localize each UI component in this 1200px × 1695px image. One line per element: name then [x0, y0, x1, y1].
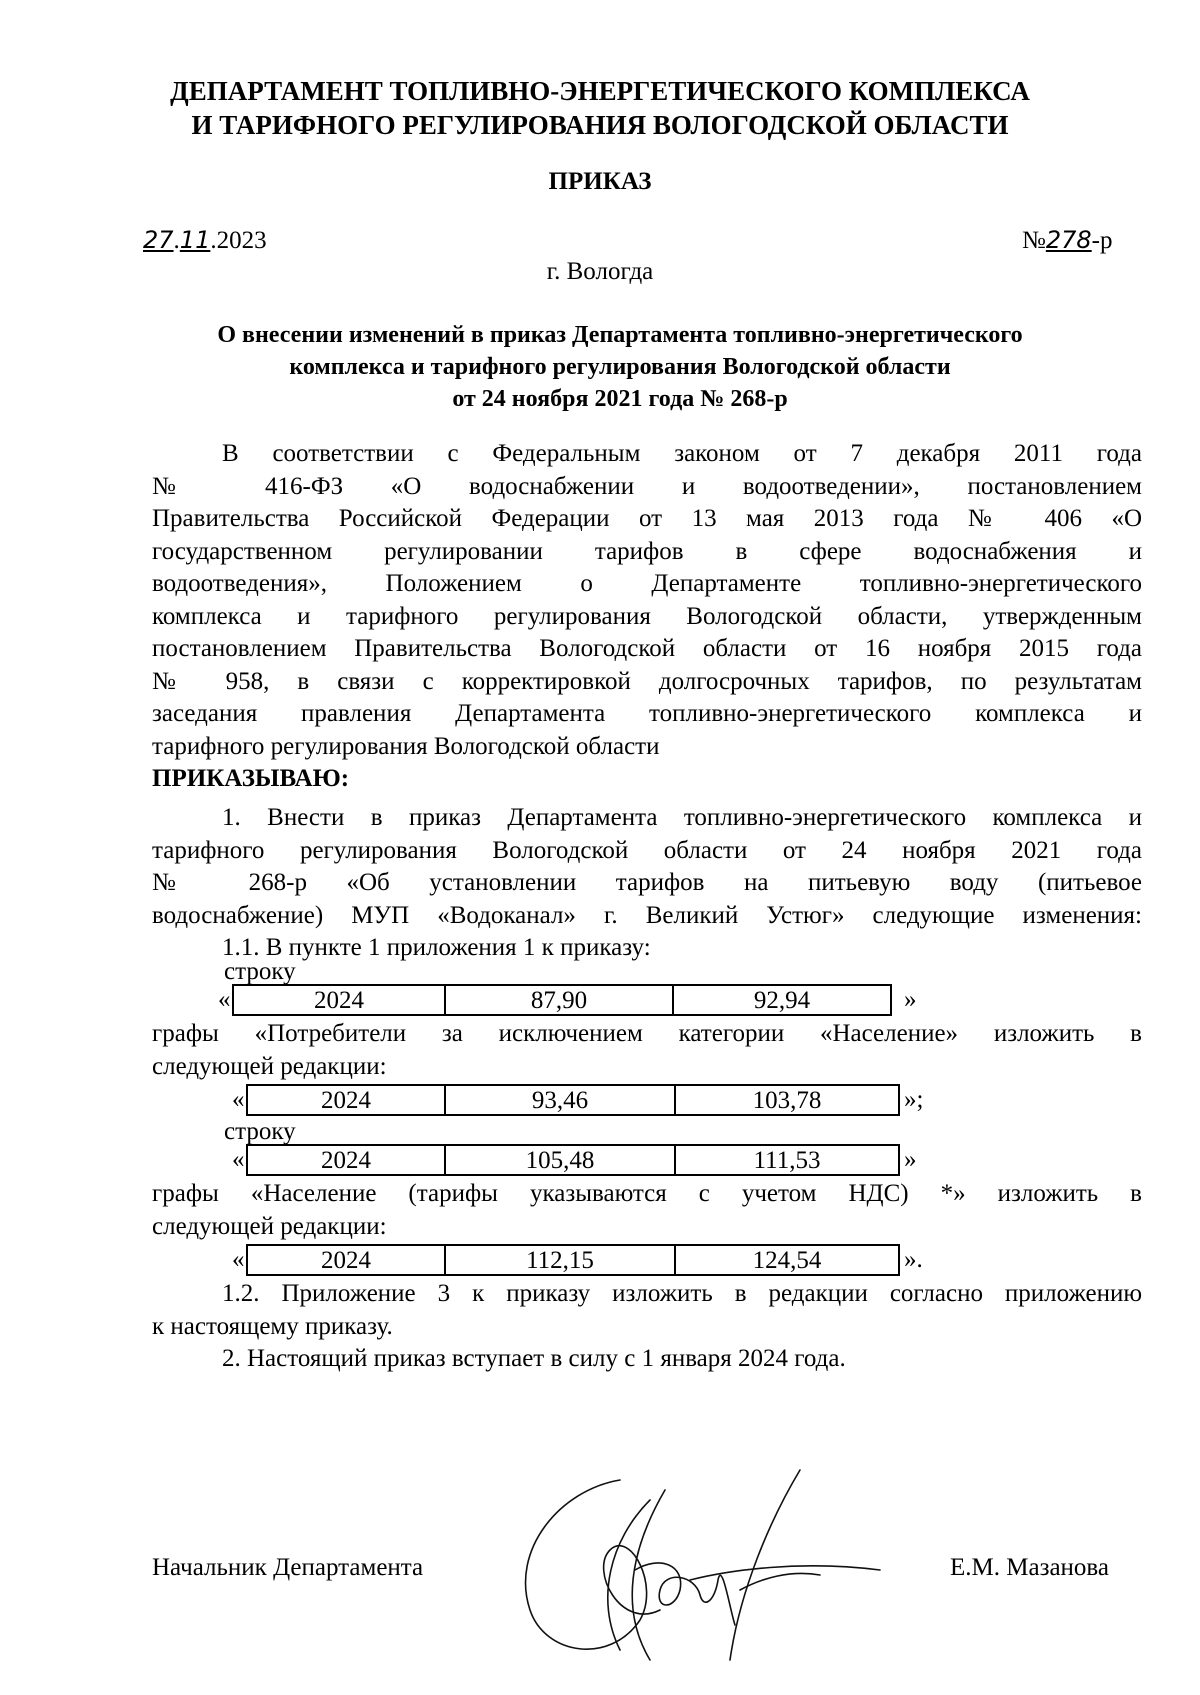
- row-value-1: 93,46: [444, 1086, 674, 1114]
- signer-name: Е.М. Мазанова: [950, 1554, 1109, 1581]
- item1-line: № 268-р «Об установлении тарифов на питьевую воду (питьевое: [152, 869, 1142, 896]
- date-year: .2023: [210, 227, 267, 254]
- row-value-2: 111,53: [674, 1146, 898, 1174]
- preamble: [152, 438, 1142, 796]
- subject-line-1: О внесении изменений в приказ Департамента топливно-энергетического: [217, 322, 1023, 348]
- tariff-row: [246, 1144, 900, 1176]
- number-suffix: -р: [1091, 227, 1113, 254]
- subject-line-3: от 24 ноября 2021 года № 268-р: [452, 386, 788, 412]
- order-subject: [140, 319, 1100, 415]
- row-value-1: 105,48: [444, 1146, 674, 1174]
- item1-line: водоснабжение) МУП «Водоканал» г. Великий Устюг» следующие изменения:: [152, 901, 1142, 929]
- header-line-1: ДЕПАРТАМЕНТ ТОПЛИВНО-ЭНЕРГЕТИЧЕСКОГО КОМПЛЕКСА: [170, 76, 1030, 106]
- signer-position: Начальник Департамента: [152, 1554, 424, 1581]
- date-day: 27: [143, 226, 174, 254]
- graph2-line: следующей редакции:: [152, 1212, 387, 1240]
- preamble-line: заседания правления Департамента топливно-энергетического комплекса и: [152, 700, 1142, 727]
- item1-line: 1. Внести в приказ Департамента топливно-энергетического комплекса и: [222, 804, 1142, 831]
- quote-open: «: [218, 986, 231, 1013]
- row-year: 2024: [321, 1147, 371, 1174]
- tariff-row: [246, 1084, 900, 1116]
- preamble-line: постановлением Правительства Вологодской области от 16 ноября 2015 года: [152, 635, 1142, 662]
- order-number: [1022, 226, 1113, 255]
- row-value-1: 112,15: [444, 1246, 674, 1274]
- doc-type: ПРИКАЗ: [548, 168, 652, 195]
- header-line-2: И ТАРИФНОГО РЕГУЛИРОВАНИЯ ВОЛОГОДСКОЙ ОБЛАСТИ: [191, 110, 1009, 140]
- preamble-line: водоотведения», Положением о Департаменте топливно-энергетического: [152, 570, 1142, 597]
- item-1: [152, 802, 1142, 965]
- preamble-line: № 416-ФЗ «О водоснабжении и водоотведении», постановлением: [152, 472, 1142, 500]
- item1-2-line: 1.2. Приложение 3 к приказу изложить в редакции согласно приложению: [222, 1280, 1142, 1307]
- department-header: [0, 74, 1200, 142]
- quote-close: »: [904, 986, 917, 1013]
- tariff-row: [246, 1244, 900, 1276]
- stroku-label: строку: [224, 958, 296, 985]
- graph1-line: графы «Потребители за исключением категории «Население» изложить в: [152, 1020, 1142, 1047]
- quote-close: »;: [904, 1086, 924, 1113]
- preamble-line: тарифного регулирования Вологодской области: [152, 732, 660, 760]
- preamble-line: государственном регулировании тарифов в сфере водоснабжения и: [152, 537, 1142, 565]
- quote-open: «: [232, 1146, 245, 1173]
- preamble-line: комплекса и тарифного регулирования Вологодской области, утвержденным: [152, 602, 1142, 630]
- graph-1: [152, 1018, 1142, 1083]
- quote-close: »: [904, 1146, 917, 1173]
- date-month: 11: [179, 226, 211, 254]
- graph-2: [152, 1178, 1142, 1243]
- item1-line: тарифного регулирования Вологодской области от 24 ноября 2021 года: [152, 836, 1142, 864]
- graph2-line: графы «Население (тарифы указываются с учетом НДС) *» изложить в: [152, 1180, 1142, 1207]
- row-year: 2024: [321, 1087, 371, 1114]
- row-value-1: 87,90: [444, 986, 672, 1014]
- preamble-line: В соответствии с Федеральным законом от 7 декабря 2011 года: [222, 440, 1142, 467]
- date-sep: .: [173, 227, 180, 254]
- order-date: [143, 226, 267, 255]
- item-1-2: [152, 1278, 1142, 1376]
- quote-open: «: [232, 1246, 245, 1273]
- item-2: 2. Настоящий приказ вступает в силу с 1 января 2024 года.: [222, 1345, 846, 1372]
- row-value-2: 103,78: [674, 1086, 898, 1114]
- quote-close: ».: [904, 1246, 923, 1273]
- row-value-2: 92,94: [672, 986, 890, 1014]
- row-year: 2024: [314, 987, 364, 1014]
- handwritten-signature: [500, 1460, 900, 1680]
- preamble-line: № 958, в связи с корректировкой долгосрочных тарифов, по результатам: [152, 667, 1142, 695]
- row-year: 2024: [321, 1247, 371, 1274]
- order-word: ПРИКАЗЫВАЮ:: [152, 765, 350, 792]
- stroku-label: строку: [224, 1118, 296, 1145]
- quote-open: «: [232, 1086, 245, 1113]
- item1-1: 1.1. В пункте 1 приложения 1 к приказу:: [222, 934, 651, 961]
- city: г. Вологда: [546, 258, 654, 285]
- graph1-line: следующей редакции:: [152, 1052, 387, 1080]
- subject-line-2: комплекса и тарифного регулирования Вологодской области: [289, 354, 951, 380]
- number-prefix: №: [1022, 227, 1046, 254]
- item1-2-line: к настоящему приказу.: [152, 1312, 393, 1340]
- tariff-row: [232, 984, 892, 1016]
- row-value-2: 124,54: [674, 1246, 898, 1274]
- preamble-line: Правительства Российской Федерации от 13 мая 2013 года № 406 «О: [152, 505, 1142, 532]
- number-value: 278: [1045, 226, 1092, 254]
